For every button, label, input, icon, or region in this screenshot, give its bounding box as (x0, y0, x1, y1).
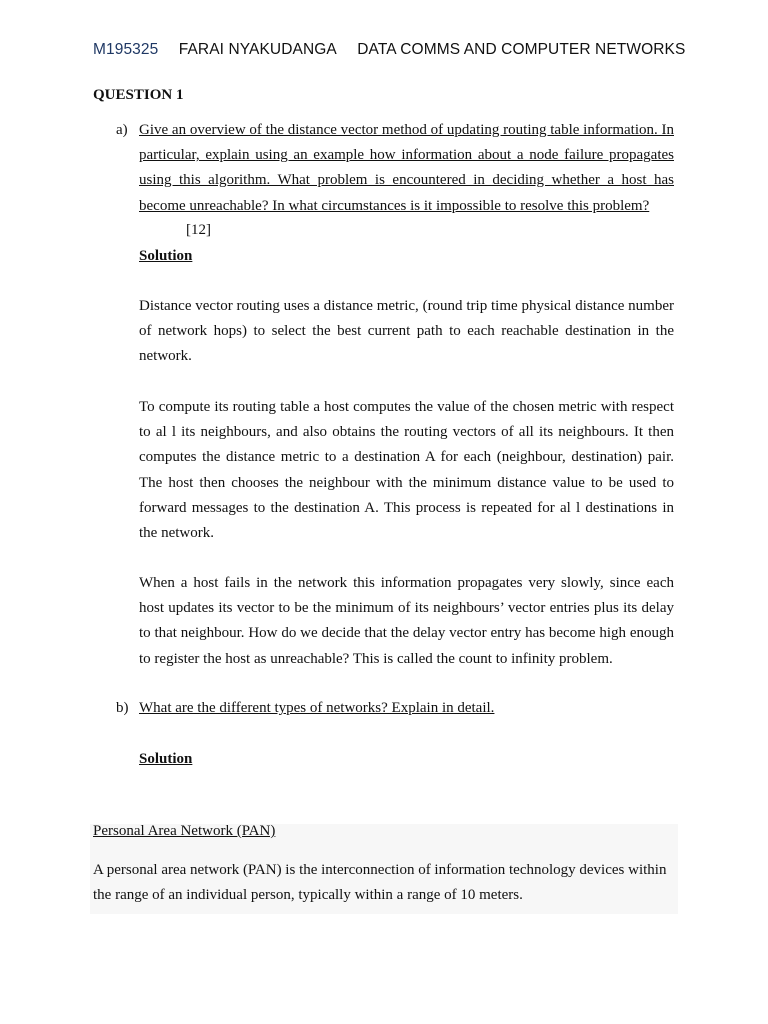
part-a-label: a) (116, 122, 128, 138)
student-id: M195325 (93, 41, 159, 58)
part-a-solution-label: Solution (139, 248, 193, 264)
student-name: FARAI NYAKUDANGA (178, 41, 337, 58)
pan-description: A personal area network (PAN) is the interconnection of information technology devices within the range of an individual person, typically within a range of 10 meters. (93, 862, 667, 904)
course-title: DATA COMMS AND COMPUTER NETWORKS (357, 41, 686, 58)
part-a-paragraph-2: To compute its routing table a host computes the value of the chosen metric with respect to al l its neighbours, and also obtains the routing vectors of all its neighbours. It then computes the distance metric to a destination A for each (neighbour, destination) pair. The host then chooses the neighbour with the minimum distance value to be used to forward messages to the destination A. This process is repeated for al l destinations in the network. (139, 399, 674, 542)
question-title: QUESTION 1 (93, 87, 184, 103)
part-b-question: What are the different types of networks? Explain in detail. (139, 700, 495, 716)
part-b-label: b) (116, 700, 129, 716)
pan-heading: Personal Area Network (PAN) (93, 823, 276, 839)
part-a-marks: [12] (186, 222, 211, 238)
part-a-question: Give an overview of the distance vector method of updating routing table information. In particular, explain using an example how information about a node failure propagates using this algorithm. What problem is encountered in deciding whether a host has become unreachable? In what circumstances is it impossible to resolve this problem? (139, 122, 674, 214)
page-header (93, 41, 693, 59)
part-a-paragraph-1: Distance vector routing uses a distance metric, (round trip time physical distance number of network hops) to select the best current path to each reachable destination in the network. (139, 298, 674, 365)
part-b-solution-label: Solution (139, 751, 193, 767)
part-a-paragraph-3: When a host fails in the network this information propagates very slowly, since each host updates its vector to be the minimum of its neighbours’ vector entries plus its delay to that neighbour. How do we decide that the delay vector entry has become high enough to register the host as unreachable? This is called the count to infinity problem. (139, 575, 674, 667)
